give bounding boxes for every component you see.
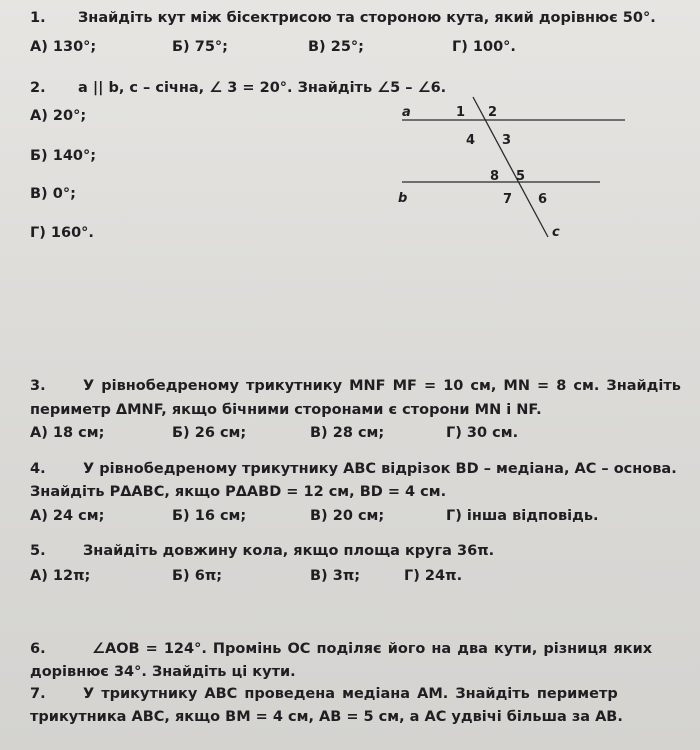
q6-text-line2: дорівнює 34°. Знайдіть ці кути. <box>30 664 296 680</box>
angle-6: 6 <box>538 192 548 207</box>
label-line-b: b <box>398 191 408 206</box>
q1-option-d: Г) 100°. <box>452 39 516 55</box>
q6-number: 6. <box>30 641 46 657</box>
q3-option-a: А) 18 см; <box>30 425 105 441</box>
q5-option-b: Б) 6π; <box>172 568 223 584</box>
q7-text-line1: У трикутнику АВС проведена медіана АМ. Знайдіть периметр <box>83 686 618 702</box>
q3-text-line1: У рівнобедреному трикутнику MNF MF = 10 см, MN = 8 см. Знайдіть <box>83 378 681 394</box>
q1-text: Знайдіть кут між бісектрисою та стороною кута, який дорівнює 50°. <box>78 10 656 26</box>
angle-8: 8 <box>490 169 500 184</box>
q4-option-b: Б) 16 см; <box>172 508 247 524</box>
label-line-a: a <box>402 105 411 120</box>
q4-text-line1: У рівнобедреному трикутнику АВС відрізок BD – медіана, АС – основа. <box>83 461 677 477</box>
q5-option-a: А) 12π; <box>30 568 91 584</box>
q2-option-d: Г) 160°. <box>30 225 94 241</box>
q3-option-d: Г) 30 см. <box>446 425 519 441</box>
q3-text-line2: периметр ΔMNF, якщо бічними сторонами є сторони MN і NF. <box>30 402 542 418</box>
q1-option-b: Б) 75°; <box>172 39 228 55</box>
q1-number: 1. <box>30 10 46 26</box>
q4-text-line2: Знайдіть PΔABC, якщо PΔABD = 12 см, BD = 4 см. <box>30 484 447 500</box>
q3-option-b: Б) 26 см; <box>172 425 247 441</box>
angle-7: 7 <box>503 192 513 207</box>
secant-c <box>473 97 548 237</box>
q4-number: 4. <box>30 461 46 477</box>
q2-number: 2. <box>30 80 46 96</box>
q5-option-c: В) 3π; <box>310 568 361 584</box>
q1-option-a: А) 130°; <box>30 39 97 55</box>
q2-option-c: В) 0°; <box>30 186 76 202</box>
q6-text-line1: ∠AOB = 124°. Промінь ОС поділяє його на два кути, різниця яких <box>92 641 653 657</box>
q2-option-a: А) 20°; <box>30 108 87 124</box>
q5-number: 5. <box>30 543 46 559</box>
label-line-c: c <box>552 225 560 240</box>
q3-option-c: В) 28 см; <box>310 425 385 441</box>
q7-text-line2: трикутника АВС, якщо ВМ = 4 см, АВ = 5 см, а АС удвічі більша за АВ. <box>30 709 623 725</box>
q1-option-c: В) 25°; <box>308 39 364 55</box>
angle-3: 3 <box>502 133 512 148</box>
angle-1: 1 <box>456 105 466 120</box>
q3-number: 3. <box>30 378 46 394</box>
angle-4: 4 <box>466 133 476 148</box>
q2-text: a || b, c – січна, ∠ 3 = 20°. Знайдіть ∠5 – ∠6. <box>78 80 447 96</box>
q2-option-b: Б) 140°; <box>30 148 97 164</box>
parallel-lines-diagram <box>380 92 640 252</box>
q5-text: Знайдіть довжину кола, якщо площа круга 36π. <box>83 543 495 559</box>
q7-number: 7. <box>30 686 46 702</box>
q4-option-d: Г) інша відповідь. <box>446 508 599 524</box>
angle-2: 2 <box>488 105 498 120</box>
angle-5: 5 <box>516 169 526 184</box>
q4-option-c: В) 20 см; <box>310 508 385 524</box>
q4-option-a: А) 24 см; <box>30 508 105 524</box>
q5-option-d: Г) 24π. <box>404 568 463 584</box>
